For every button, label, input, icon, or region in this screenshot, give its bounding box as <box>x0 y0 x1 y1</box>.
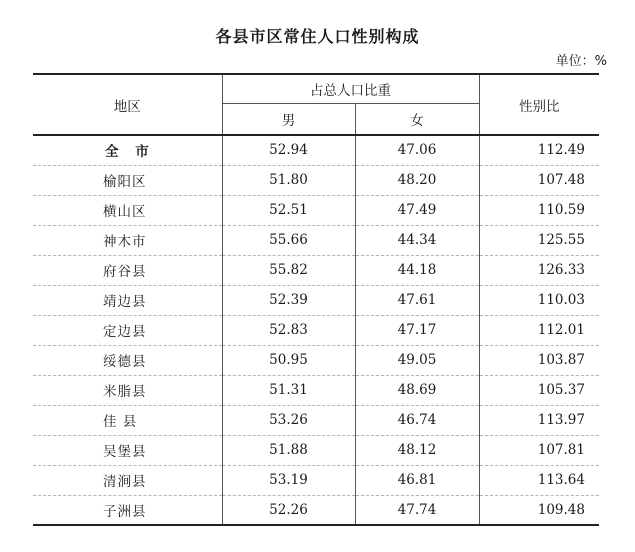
female-share-cell: 47.49 <box>355 195 479 225</box>
sex-ratio-cell: 126.33 <box>479 255 599 285</box>
header-sex-ratio: 性别比 <box>479 74 599 135</box>
sex-ratio-cell: 113.64 <box>479 465 599 495</box>
sex-ratio-cell: 107.81 <box>479 435 599 465</box>
population-sex-table <box>33 73 599 526</box>
sex-ratio-cell: 113.97 <box>479 405 599 435</box>
sex-ratio-cell: 125.55 <box>479 225 599 255</box>
table-row <box>33 225 599 255</box>
header-share: 占总人口比重 <box>222 74 479 104</box>
male-share-cell: 51.88 <box>222 435 355 465</box>
table-body <box>33 135 599 525</box>
male-share-cell: 52.51 <box>222 195 355 225</box>
region-cell: 子洲县 <box>33 495 222 525</box>
sex-ratio-cell: 107.48 <box>479 165 599 195</box>
male-share-cell: 50.95 <box>222 345 355 375</box>
table-row <box>33 315 599 345</box>
region-cell: 神木市 <box>33 225 222 255</box>
table-row <box>33 495 599 525</box>
table-row <box>33 465 599 495</box>
sex-ratio-cell: 110.03 <box>479 285 599 315</box>
unit-label: 单位：% <box>555 54 607 69</box>
table-row <box>33 405 599 435</box>
sex-ratio-cell: 105.37 <box>479 375 599 405</box>
female-share-cell: 47.74 <box>355 495 479 525</box>
female-share-cell: 47.61 <box>355 285 479 315</box>
region-cell: 吴堡县 <box>33 435 222 465</box>
region-cell: 横山区 <box>33 195 222 225</box>
table-row <box>33 255 599 285</box>
male-share-cell: 52.39 <box>222 285 355 315</box>
region-cell: 府谷县 <box>33 255 222 285</box>
male-share-cell: 51.80 <box>222 165 355 195</box>
header-female: 女 <box>355 104 479 136</box>
region-cell: 清涧县 <box>33 465 222 495</box>
region-cell: 全 市 <box>33 135 222 165</box>
sex-ratio-cell: 112.01 <box>479 315 599 345</box>
male-share-cell: 52.83 <box>222 315 355 345</box>
sex-ratio-cell: 109.48 <box>479 495 599 525</box>
female-share-cell: 46.81 <box>355 465 479 495</box>
male-share-cell: 55.66 <box>222 225 355 255</box>
table-row <box>33 435 599 465</box>
region-cell: 米脂县 <box>33 375 222 405</box>
sex-ratio-cell: 110.59 <box>479 195 599 225</box>
table-row <box>33 195 599 225</box>
female-share-cell: 47.06 <box>355 135 479 165</box>
header-male: 男 <box>222 104 355 136</box>
region-cell: 绥德县 <box>33 345 222 375</box>
male-share-cell: 53.19 <box>222 465 355 495</box>
region-cell: 定边县 <box>33 315 222 345</box>
table-row <box>33 165 599 195</box>
sex-ratio-cell: 112.49 <box>479 135 599 165</box>
female-share-cell: 47.17 <box>355 315 479 345</box>
table-title: 各县市区常住人口性别构成 <box>215 27 420 46</box>
table-row <box>33 285 599 315</box>
female-share-cell: 48.12 <box>355 435 479 465</box>
female-share-cell: 48.69 <box>355 375 479 405</box>
female-share-cell: 49.05 <box>355 345 479 375</box>
region-cell: 佳 县 <box>33 405 222 435</box>
male-share-cell: 51.31 <box>222 375 355 405</box>
table-row <box>33 375 599 405</box>
table-row <box>33 135 599 165</box>
sex-ratio-cell: 103.87 <box>479 345 599 375</box>
female-share-cell: 44.34 <box>355 225 479 255</box>
male-share-cell: 52.94 <box>222 135 355 165</box>
region-cell: 榆阳区 <box>33 165 222 195</box>
male-share-cell: 53.26 <box>222 405 355 435</box>
female-share-cell: 44.18 <box>355 255 479 285</box>
region-cell: 靖边县 <box>33 285 222 315</box>
male-share-cell: 52.26 <box>222 495 355 525</box>
male-share-cell: 55.82 <box>222 255 355 285</box>
female-share-cell: 46.74 <box>355 405 479 435</box>
header-region: 地区 <box>33 74 222 135</box>
female-share-cell: 48.20 <box>355 165 479 195</box>
table-row <box>33 345 599 375</box>
